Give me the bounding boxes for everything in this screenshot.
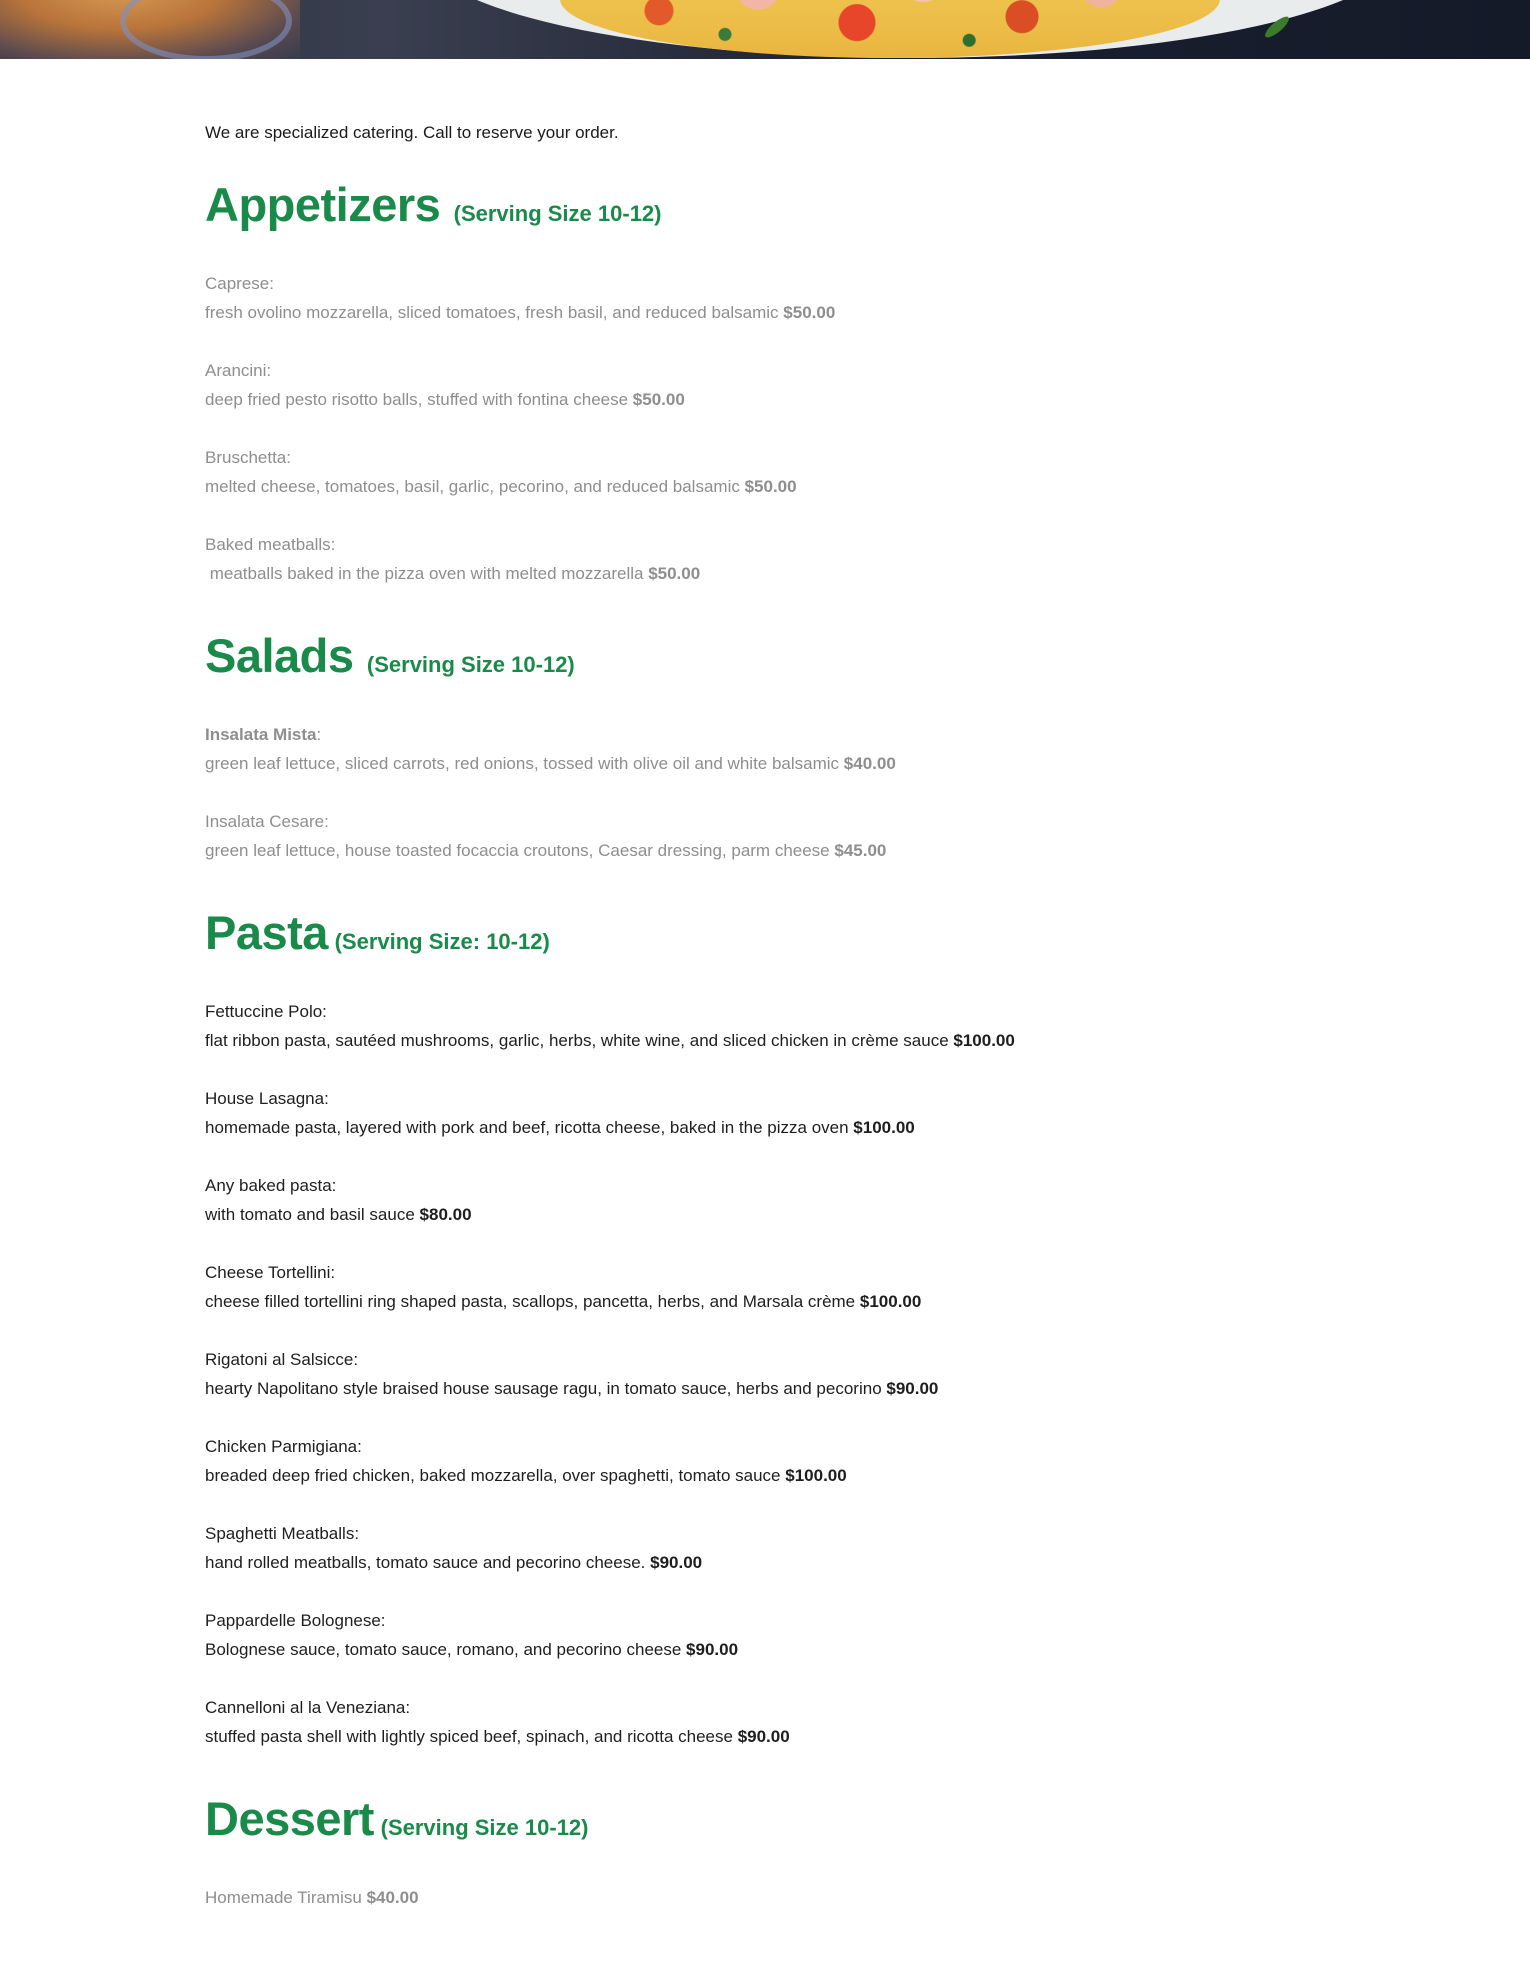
item-price: $45.00 [834,841,887,860]
item-description [205,1883,1325,1912]
item-description [205,749,1325,778]
item-price: $100.00 [953,1031,1015,1050]
menu-item-fettuccine-polo [205,997,1325,1055]
section-heading: Dessert [205,1792,374,1845]
item-price: $50.00 [648,564,701,583]
item-desc-text: Bolognese sauce, tomato sauce, romano, and pecorino cheese [205,1640,682,1659]
item-price: $80.00 [419,1205,472,1224]
menu-item-homemade-tiramisu [205,1883,1325,1912]
section-heading: Salads [205,629,354,682]
menu-item-any-baked-pasta [205,1171,1325,1229]
item-name-suffix: : [316,725,322,744]
item-description [205,1722,1325,1751]
item-price: $90.00 [886,1379,939,1398]
item-price: $90.00 [650,1553,703,1572]
serving-size: (Serving Size 10-12) [366,652,575,677]
item-name: Rigatoni al Salsicce: [205,1350,359,1369]
menu-item-chicken-parmigiana [205,1432,1325,1490]
menu-item-spaghetti-meatballs [205,1519,1325,1577]
item-description [205,298,1325,327]
item-description [205,1026,1325,1055]
item-description [205,1200,1325,1229]
item-name: Baked meatballs: [205,535,336,554]
menu-item-baked-meatballs [205,530,1325,588]
item-desc-text: deep fried pesto risotto balls, stuffed with fontina cheese [205,390,629,409]
section-title-salads [205,629,1325,682]
item-name: Spaghetti Meatballs: [205,1524,360,1543]
menu-item-arancini [205,356,1325,414]
item-price: $40.00 [366,1888,419,1907]
item-description [205,1461,1325,1490]
menu-item-bruschetta [205,443,1325,501]
item-name [205,720,1325,749]
item-price: $100.00 [859,1292,922,1311]
item-description [205,559,1325,588]
item-name: Fettuccine Polo: [205,1002,327,1021]
hero-banner-image [0,0,1530,59]
item-desc-text: Homemade Tiramisu [205,1888,362,1907]
item-name: Bruschetta: [205,448,291,467]
menu-item-cannelloni-al-la-veneziana [205,1693,1325,1751]
item-description [205,836,1325,865]
item-desc-text: fresh ovolino mozzarella, sliced tomatoes, fresh basil, and reduced balsamic [205,303,779,322]
item-name: Cheese Tortellini: [205,1263,336,1282]
item-name: Insalata Cesare: [205,812,329,831]
item-price: $100.00 [853,1118,915,1137]
item-price: $100.00 [785,1466,847,1485]
item-desc-text: homemade pasta, layered with pork and beef, ricotta cheese, baked in the pizza oven [205,1118,849,1137]
item-description [205,1113,1325,1142]
item-desc-text: green leaf lettuce, house toasted focaccia croutons, Caesar dressing, parm cheese [205,841,830,860]
item-desc-text: melted cheese, tomatoes, basil, garlic, pecorino, and reduced balsamic [205,477,740,496]
item-price: $90.00 [686,1640,739,1659]
catering-menu [205,59,1325,1912]
section-heading: Pasta [205,906,328,959]
menu-item-caprese [205,269,1325,327]
hero-dish-rim [120,0,292,59]
item-desc-text: hearty Napolitano style braised house sausage ragu, in tomato sauce, herbs and pecorino [205,1379,882,1398]
menu-item-house-lasagna [205,1084,1325,1142]
section-title-dessert [205,1792,1325,1845]
item-desc-text: stuffed pasta shell with lightly spiced beef, spinach, and ricotta cheese [205,1727,733,1746]
section-heading: Appetizers [205,178,441,231]
item-desc-text: meatballs baked in the pizza oven with melted mozzarella [205,564,644,583]
menu-item-insalata-cesare [205,807,1325,865]
menu-item-insalata-mista [205,720,1325,778]
item-price: $50.00 [632,390,685,409]
serving-size: (Serving Size 10-12) [453,201,662,226]
item-description [205,472,1325,501]
section-title-appetizers [205,178,1325,231]
item-description [205,385,1325,414]
hero-pasta-dish [560,0,1220,58]
item-desc-text: breaded deep fried chicken, baked mozzarella, over spaghetti, tomato sauce [205,1466,781,1485]
item-name-bold: Insalata Mista [205,725,317,744]
item-name: Pappardelle Bolognese: [205,1611,386,1630]
item-desc-text: flat ribbon pasta, sautéed mushrooms, garlic, herbs, white wine, and sliced chicken in crème sauce [205,1031,949,1050]
menu-item-rigatoni-al-salsicce [205,1345,1325,1403]
menu-item-cheese-tortellini [205,1258,1325,1316]
item-description [205,1374,1325,1403]
item-price: $40.00 [843,754,896,773]
intro-text: We are specialized catering. Call to reserve your order. [205,123,619,142]
item-name: Any baked pasta: [205,1176,337,1195]
item-name: House Lasagna: [205,1089,329,1108]
item-description [205,1548,1325,1577]
item-desc-text: with tomato and basil sauce [205,1205,415,1224]
item-desc-text: hand rolled meatballs, tomato sauce and pecorino cheese. [205,1553,646,1572]
menu-item-pappardelle-bolognese [205,1606,1325,1664]
serving-size: (Serving Size 10-12) [380,1815,589,1840]
item-description [205,1287,1325,1316]
item-name: Caprese: [205,274,274,293]
serving-size: (Serving Size: 10-12) [334,929,550,954]
section-title-pasta [205,906,1325,959]
item-price: $50.00 [783,303,836,322]
item-name: Chicken Parmigiana: [205,1437,362,1456]
item-price: $50.00 [744,477,797,496]
item-name: Arancini: [205,361,272,380]
item-desc-text: cheese filled tortellini ring shaped pasta, scallops, pancetta, herbs, and Marsala crème [205,1292,856,1311]
item-price: $90.00 [737,1727,790,1746]
item-desc-text: green leaf lettuce, sliced carrots, red onions, tossed with olive oil and white balsamic [205,754,840,773]
item-description [205,1635,1325,1664]
item-name: Cannelloni al la Veneziana: [205,1698,411,1717]
